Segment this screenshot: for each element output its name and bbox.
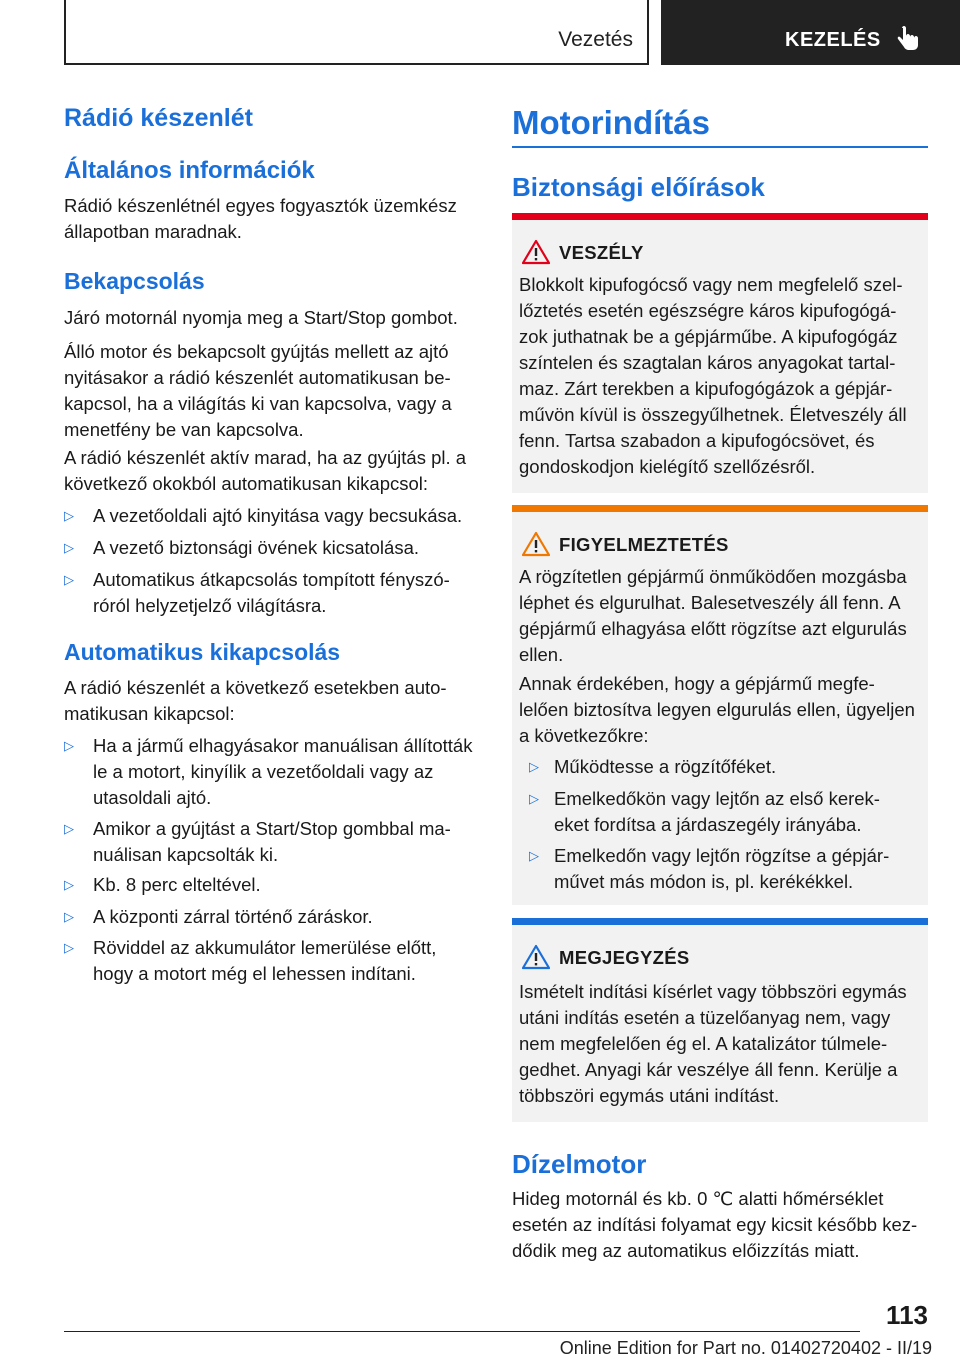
hand-pointer-icon xyxy=(895,26,921,52)
diesel-paragraph: Hideg motornál és kb. 0 ℃ alatti hőmérséklet esetén az indítási folyamat egy kicsit később kez‐ dődik meg az automatikus előizzítás miatt. xyxy=(512,1188,918,1261)
list-item: ▷ Röviddel az akkumulátor lemerülése előtt, hogy a motort még el lehessen indítani. xyxy=(64,937,437,984)
bullet-triangle-icon: ▷ xyxy=(64,540,74,555)
notice-text: Ismételt indítási kísérlet vagy többszöri egymás utáni indítás esetén a tüzelőanyag nem, vagy nem megfelelően ég el. A katalizátor túlmele‐ gedhet. Anyagi kár veszélye áll fenn. Kerülje a többszöri egymás utáni indítást. xyxy=(519,981,907,1106)
bullet-triangle-icon: ▷ xyxy=(64,508,74,523)
warning-bar xyxy=(512,505,928,512)
list-item: ▷ Amikor a gyújtást a Start/Stop gombbal ma‐ nuálisan kapcsolták ki. xyxy=(64,818,451,865)
bullet-triangle-icon: ▷ xyxy=(64,821,74,836)
bullet-triangle-icon: ▷ xyxy=(529,791,539,806)
heading-auto-off: Automatikus kikapcsolás xyxy=(64,639,341,665)
chapter-tab xyxy=(661,0,960,65)
switch-on-paragraph-1: Járó motornál nyomja meg a Start/Stop gombot. xyxy=(64,307,458,328)
warning-triangle-icon xyxy=(522,944,550,970)
danger-text: Blokkolt kipufogócső vagy nem megfelelő szel‐ lőztetés esetén egészségre káros kipufogógá‐ zok juthatnak be a gépjárműbe. A kipufogógáz színtelen és szagtalan káros anyagokat tartal‐ maz. Zárt terekben a kipufogógázok a gépjár‐ művön kívül is összegyűlhetnek. Életveszély áll fenn. Tartsa szabadon a kipufogócsövet, és gondoskodjon kielégítő szellőzésről. xyxy=(519,274,907,477)
switch-on-paragraph-2: Álló motor és bekapcsolt gyújtás mellett az ajtó nyitásakor a rádió készenlét automatikusan be‐ kapcsol, ha a világítás ki van kapcsolva, vagy a menetfény be van kapcsolva. xyxy=(64,341,452,440)
list-item: ▷ A vezetőoldali ajtó kinyitása vagy becsukása. xyxy=(64,503,476,529)
warning-triangle-icon xyxy=(522,531,550,557)
danger-bar xyxy=(512,213,928,220)
warning-title: FIGYELMEZTETÉS xyxy=(559,534,729,555)
heading-safety: Biztonsági előírások xyxy=(512,172,765,202)
bullet-triangle-icon: ▷ xyxy=(64,572,74,587)
bullet-triangle-icon: ▷ xyxy=(64,738,74,753)
footer-rule xyxy=(64,1331,860,1332)
bullet-triangle-icon: ▷ xyxy=(529,848,539,863)
bullet-triangle-icon: ▷ xyxy=(64,940,74,955)
heading-rule xyxy=(512,146,928,148)
list-item: ▷ Automatikus átkapcsolás tompított fényszó‐ róról helyzetjelző világításra. xyxy=(64,569,450,616)
list-item: ▷ Emelkedőkön vagy lejtőn az első kerek‐ eket fordítsa a járdaszegély irányába. xyxy=(529,788,880,835)
chapter-label: KEZELÉS xyxy=(785,29,881,51)
footer-edition: Online Edition for Part no. 01402720402 - II/19 xyxy=(559,1338,932,1358)
warning-triangle-icon xyxy=(522,239,550,265)
general-paragraph: Rádió készenlétnél egyes fogyasztók üzemkész állapotban maradnak. xyxy=(64,195,457,242)
list-item: ▷ A vezető biztonsági övének kicsatolása. xyxy=(64,535,476,561)
danger-title: VESZÉLY xyxy=(559,242,644,263)
notice-title: MEGJEGYZÉS xyxy=(559,947,690,968)
bullet-triangle-icon: ▷ xyxy=(64,909,74,924)
list-item: ▷ Emelkedőn vagy lejtőn rögzítse a gépjár‐ művet más módon is, pl. kerékékkel. xyxy=(529,845,890,892)
heading-diesel: Dízelmotor xyxy=(512,1149,647,1179)
bullet-triangle-icon: ▷ xyxy=(64,877,74,892)
auto-off-paragraph: A rádió készenlét a következő esetekben auto‐ matikusan kikapcsol: xyxy=(64,677,447,724)
heading-general-info: Általános információk xyxy=(64,157,315,184)
heading-radio-standby: Rádió készenlét xyxy=(64,104,253,132)
warning-box xyxy=(512,505,928,905)
list-item: ▷ Működtesse a rögzítőféket. xyxy=(529,754,927,780)
section-label: Vezetés xyxy=(558,28,633,51)
switch-on-paragraph-3: A rádió készenlét aktív marad, ha az gyújtás pl. a következő okokból automatikusan kikapcsol: xyxy=(64,447,467,494)
list-item: ▷ Kb. 8 perc elteltével. xyxy=(64,872,476,898)
page-number: 113 xyxy=(886,1300,928,1330)
danger-box xyxy=(512,213,928,493)
notice-box xyxy=(512,918,928,1122)
heading-engine-start: Motorindítás xyxy=(512,104,710,141)
warning-text-2: Annak érdekében, hogy a gépjármű megfe‐ lelően biztosítva legyen elgurulás ellen, ügyeljen a következőkre: xyxy=(519,673,915,746)
bullet-triangle-icon: ▷ xyxy=(529,759,539,774)
notice-bar xyxy=(512,918,928,925)
warning-text-1: A rögzítetlen gépjármű önműködően mozgásba léphet és elgurulhat. Balesetveszély áll fenn. A gépjármű elhagyása előtt rögzítse azt elgurulás ellen. xyxy=(519,566,907,665)
section-tab xyxy=(64,0,649,65)
heading-switch-on: Bekapcsolás xyxy=(64,268,205,294)
list-item: ▷ Ha a jármű elhagyásakor manuálisan állították le a motort, kinyílik a vezetőoldali vagy az utasoldali ajtó. xyxy=(64,735,473,808)
list-item: ▷ A központi zárral történő záráskor. xyxy=(64,904,476,930)
